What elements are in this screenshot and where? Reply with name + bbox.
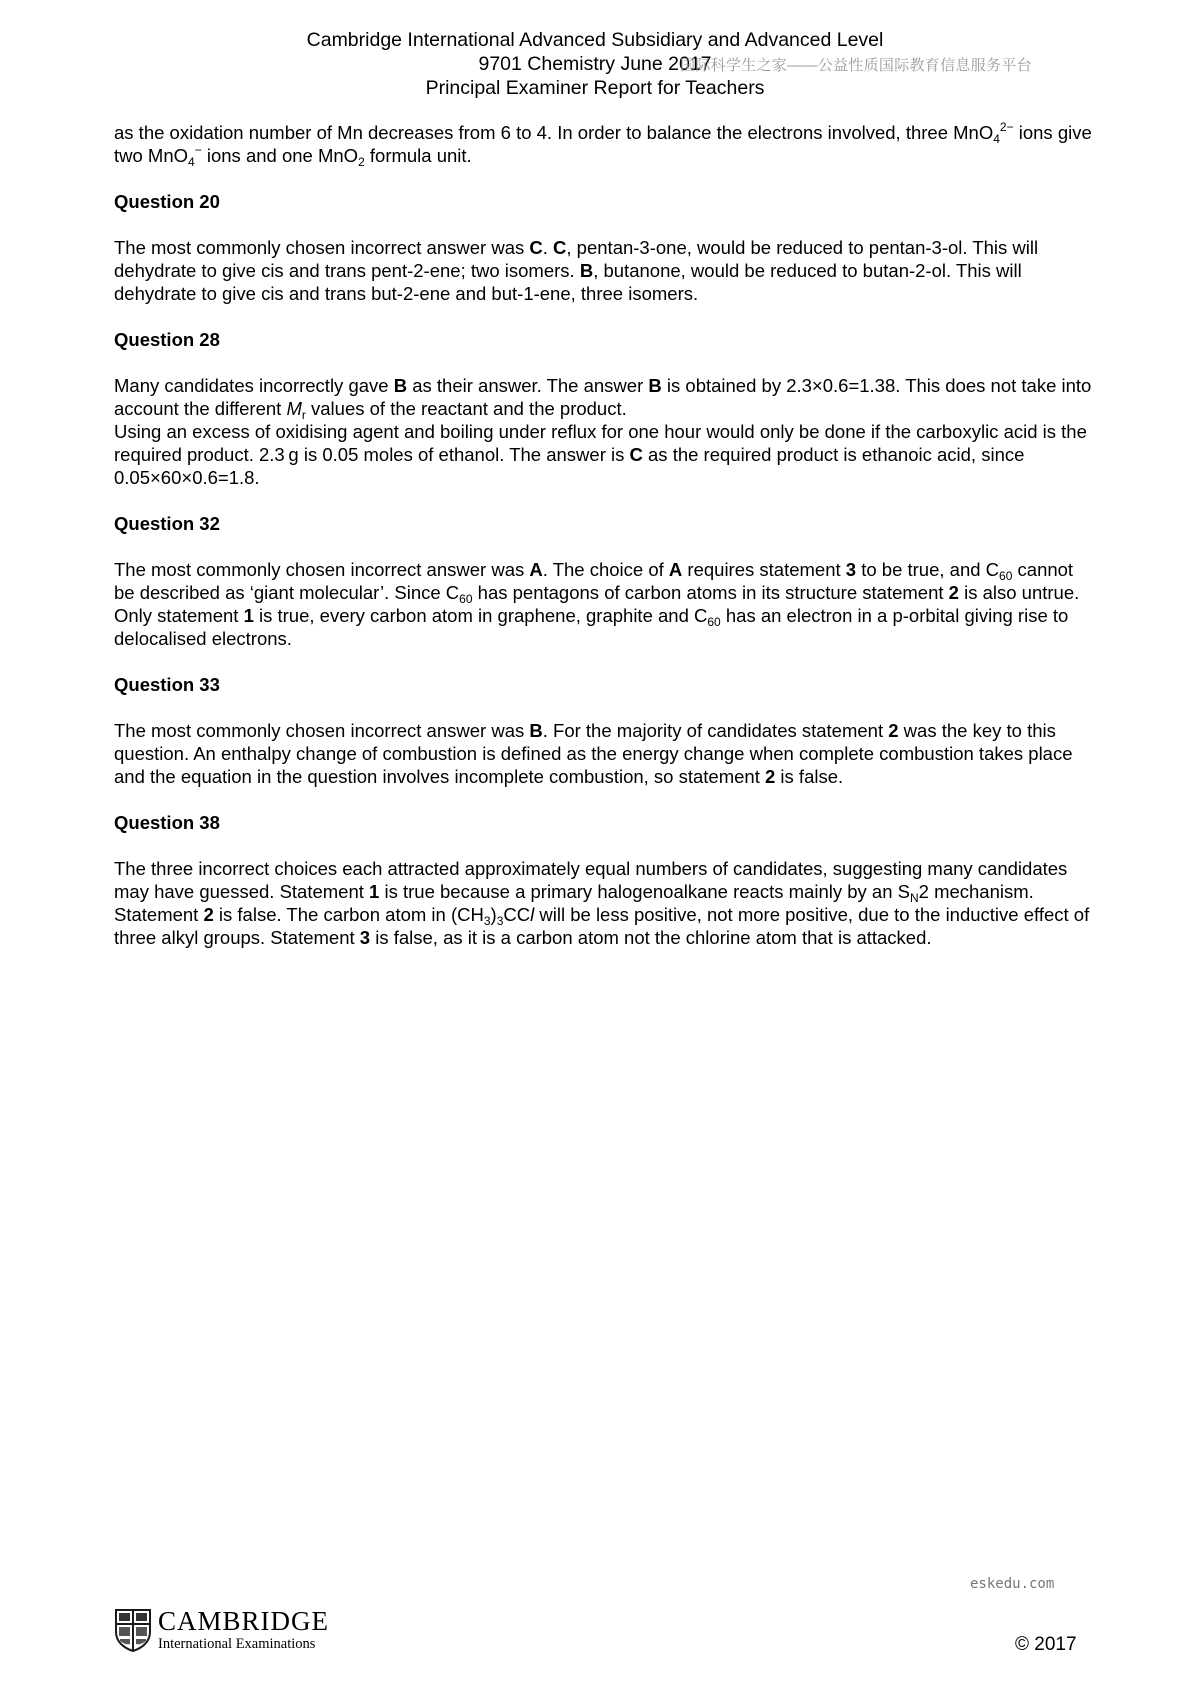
text-run: as the required product is ethanoic acid, since 0.05×60×0.6=1.8. [114, 444, 1025, 488]
text-run: has an electron in a p-orbital giving rise to delocalised electrons. [114, 605, 1069, 649]
text-run: , butanone, would be reduced to butan-2-ol. This will dehydrate to give cis and trans but-2-ene and but-1-ene, three isomers. [114, 260, 1022, 304]
header-line-3: Principal Examiner Report for Teachers [425, 77, 765, 99]
header-line-1: Cambridge International Advanced Subsidiary and Advanced Level [306, 29, 884, 51]
question-33-heading: Question 33 [114, 674, 220, 695]
subscript: 60 [999, 569, 1013, 583]
text-run: is false. The carbon atom in (CH [213, 904, 484, 925]
logo-text [158, 1607, 329, 1653]
text-run: as the oxidation number of Mn decreases from 6 to 4. In order to balance the electrons involved, three MnO [114, 122, 994, 143]
question-38-heading: Question 38 [114, 812, 220, 833]
text-run: values of the reactant and the product. [305, 398, 627, 419]
text-run: will be less positive, not more positive, due to the inductive effect of three alkyl groups. Statement [114, 904, 1090, 948]
text-run: , pentan-3-one, would be reduced to pentan-3-ol. This will dehydrate to give cis and trans pent-2-ene; two isomers. [114, 237, 1039, 281]
text-run: requires statement [682, 559, 846, 580]
bold-text: C [529, 237, 543, 258]
text-run: has pentagons of carbon atoms in its structure statement [472, 582, 949, 603]
text-run: ) [490, 904, 497, 925]
text-run: The most commonly chosen incorrect answer was [114, 720, 530, 741]
bold-text: B [529, 720, 543, 741]
bold-text: 2 [948, 582, 959, 603]
text-run: is true because a primary halogenoalkane reacts mainly by an S [379, 881, 910, 902]
bold-text: 3 [359, 927, 371, 948]
text-run: The most commonly chosen incorrect answer was [114, 559, 530, 580]
cambridge-logo [114, 1606, 329, 1654]
bold-text: B [648, 375, 662, 396]
bold-text: 2 [203, 904, 214, 925]
report-body [114, 121, 1094, 972]
text-run: to be true, and C [856, 559, 1000, 580]
text-run: CC [503, 904, 531, 925]
watermark-text: 国际科学生之家——公益性质国际教育信息服务平台 [680, 57, 1032, 74]
italic-text: l [530, 904, 535, 925]
text-run: . The choice of [542, 559, 669, 580]
bold-text: 3 [845, 559, 857, 580]
site-watermark: eskedu.com [970, 1576, 1055, 1592]
question-20-heading: Question 20 [114, 191, 220, 212]
question-28-paragraph-1 [114, 374, 1094, 420]
text-run: is false, as it is a carbon atom not the chlorine atom that is attacked. [370, 927, 932, 948]
logo-name: CAMBRIDGE [158, 1606, 330, 1636]
bold-text: C [553, 237, 567, 258]
subscript: 3 [496, 914, 504, 928]
text-run: Using an excess of oxidising agent and boiling under reflux for one hour would only be done if the carboxylic acid is the required product. 2.3 g is 0.05 moles of ethanol. The answer is [114, 421, 1087, 465]
text-run: formula unit. [364, 145, 472, 166]
text-run: . [542, 237, 554, 258]
intro-paragraph [114, 121, 1094, 167]
question-33-paragraph [114, 719, 1094, 788]
bold-text: 1 [369, 881, 380, 902]
subscript: r [301, 408, 306, 422]
bold-text: B [579, 260, 594, 281]
subscript: 2 [358, 155, 365, 169]
logo-subtitle: International Examinations [158, 1636, 316, 1652]
text-run: The three incorrect choices each attracted approximately equal numbers of candidates, suggesting many candidates may have guessed. Statement [114, 858, 1068, 902]
question-28-paragraph-2 [114, 420, 1094, 489]
subscript: N [909, 891, 919, 905]
bold-text: 2 [888, 720, 899, 741]
bold-text: A [668, 559, 683, 580]
question-20-paragraph [114, 236, 1094, 305]
question-32-paragraph [114, 558, 1094, 650]
superscript: 2− [999, 120, 1014, 134]
italic-text: M [286, 398, 302, 419]
crest-icon [114, 1608, 152, 1652]
question-38-paragraph [114, 857, 1094, 949]
bold-text: B [393, 375, 408, 396]
text-run: ions give two MnO [114, 122, 1092, 166]
subscript: 4 [188, 155, 195, 169]
subscript: 4 [993, 132, 1000, 146]
header-line-2: 9701 Chemistry June 2017 [478, 53, 712, 75]
bold-text: 1 [243, 605, 254, 626]
copyright: © 2017 [1015, 1634, 1077, 1655]
text-run: 2 mechanism. Statement [114, 881, 1034, 925]
text-run: was the key to this question. An enthalpy change of combustion is defined as the energy change when complete combustion takes place and the equation in the question involves incomplete combustion, so statement [114, 720, 1073, 787]
text-run: is obtained by 2.3×0.6=1.38. This does not take into account the different [114, 375, 1092, 419]
text-run: Many candidates incorrectly gave [114, 375, 394, 396]
text-run: cannot be described as ‘giant molecular’. Since C [114, 559, 1074, 603]
subscript: 3 [483, 914, 491, 928]
text-run: is also untrue. Only statement [114, 582, 1080, 626]
text-run: as their answer. The answer [407, 375, 649, 396]
bold-text: A [529, 559, 543, 580]
bold-text: C [629, 444, 643, 465]
subscript: 60 [707, 615, 721, 629]
subscript: 60 [459, 592, 473, 606]
text-run: The most commonly chosen incorrect answer was [114, 237, 530, 258]
question-28-heading: Question 28 [114, 329, 220, 350]
question-32-heading: Question 32 [114, 513, 220, 534]
text-run: is false. [775, 766, 844, 787]
text-run: . For the majority of candidates statement [542, 720, 889, 741]
text-run: is true, every carbon atom in graphene, graphite and C [253, 605, 708, 626]
bold-text: 2 [765, 766, 776, 787]
text-run: ions and one MnO [201, 145, 359, 166]
superscript: − [194, 143, 202, 157]
